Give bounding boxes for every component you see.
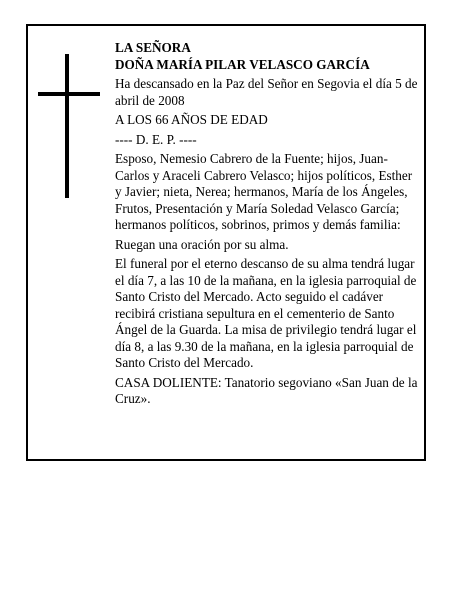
rip-line: ---- D. E. P. ---- — [115, 131, 197, 147]
family-list: Esposo, Nemesio Cabrero de la Fuente; hijos, Juan-Carlos y Araceli Cabrero Velasco; hijos políticos, Esther y Javier; nieta, Nerea; hermanos, María de los Ángeles, Frutos, Presentación y María Soledad Velasco García; hermanos políticos, sobrinos, primos y demás familia: — [115, 151, 413, 232]
mourning-house: CASA DOLIENTE: Tanatorio segoviano «San Juan de la Cruz». — [115, 374, 418, 406]
cross-horizontal-bar — [38, 92, 100, 96]
cross-icon — [38, 54, 100, 198]
funeral-details: El funeral por el eterno descanso de su alma tendrá lugar el día 7, a las 10 de la mañana, en la iglesia parroquial de Santo Cristo del Mercado. Acto seguido el cadáver recibirá cristiana sepultura en el cementerio de Santo Ángel de la Guarda. La misa de privilegio tendrá lugar el día 8, a las 9.30 de la mañana, en la iglesia parroquial de Santo Cristo del Mercado. — [115, 256, 417, 370]
title-line-1: LA SEÑORA — [115, 40, 191, 55]
prayer-request: Ruegan una oración por su alma. — [115, 236, 289, 252]
obituary-text — [115, 40, 420, 411]
passing-statement: Ha descansado en la Paz del Señor en Segovia el día 5 de abril de 2008 — [115, 76, 418, 108]
age-line: A LOS 66 AÑOS DE EDAD — [115, 112, 268, 127]
cross-vertical-bar — [65, 54, 69, 198]
obituary-frame — [26, 24, 426, 461]
deceased-name: DOÑA MARÍA PILAR VELASCO GARCÍA — [115, 56, 370, 72]
